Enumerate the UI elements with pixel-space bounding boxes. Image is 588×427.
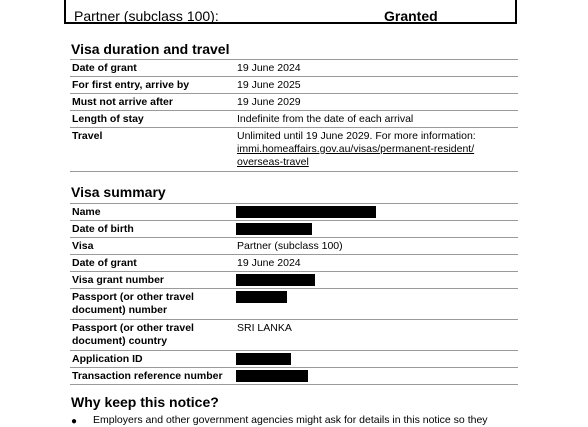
row-label: Date of grant bbox=[72, 62, 137, 74]
redaction-bar bbox=[236, 206, 376, 218]
visa-status-box bbox=[64, 0, 517, 24]
table-row bbox=[70, 254, 518, 271]
row-label: Date of grant bbox=[72, 257, 137, 269]
table-row bbox=[70, 127, 518, 172]
row-value: 19 June 2024 bbox=[237, 257, 301, 269]
table-row bbox=[70, 59, 518, 76]
row-value: 19 June 2024 bbox=[237, 62, 301, 74]
row-label: Length of stay bbox=[72, 113, 144, 125]
redaction-bar bbox=[236, 353, 291, 365]
travel-link-continued[interactable]: overseas-travel bbox=[237, 156, 309, 168]
row-label: Date of birth bbox=[72, 223, 134, 235]
row-value bbox=[237, 130, 517, 169]
section-heading-duration: Visa duration and travel bbox=[71, 41, 230, 57]
table-row bbox=[70, 203, 518, 220]
row-label bbox=[72, 322, 232, 348]
row-label: Name bbox=[72, 206, 101, 218]
table-row bbox=[70, 288, 518, 319]
status-label: Partner (subclass 100): bbox=[74, 8, 219, 24]
redaction-bar bbox=[236, 274, 315, 286]
travel-text: Unlimited until 19 June 2029. For more information: bbox=[237, 130, 476, 142]
row-value: Partner (subclass 100) bbox=[237, 240, 343, 252]
row-value: 19 June 2025 bbox=[237, 79, 301, 91]
table-row bbox=[70, 76, 518, 93]
redaction-bar bbox=[236, 291, 287, 303]
travel-link[interactable]: immi.homeaffairs.gov.au/visas/permanent-resident/ bbox=[237, 143, 475, 155]
row-label-line2: document) number bbox=[72, 304, 168, 316]
row-label: Visa grant number bbox=[72, 274, 164, 286]
duration-table bbox=[70, 59, 518, 172]
table-row bbox=[70, 110, 518, 127]
summary-table bbox=[70, 203, 518, 385]
row-label: For first entry, arrive by bbox=[72, 79, 190, 91]
row-label-line1: Passport (or other travel bbox=[72, 291, 194, 303]
table-row bbox=[70, 93, 518, 110]
section-heading-why: Why keep this notice? bbox=[71, 394, 219, 410]
section-heading-summary: Visa summary bbox=[71, 184, 166, 200]
table-row bbox=[70, 220, 518, 237]
row-value: SRI LANKA bbox=[237, 322, 292, 334]
row-label: Application ID bbox=[72, 353, 143, 365]
row-label: Travel bbox=[72, 130, 103, 142]
row-value: Indefinite from the date of each arrival bbox=[237, 113, 414, 125]
row-label: Visa bbox=[72, 240, 94, 252]
bullet-text: Employers and other government agencies might ask for details in this notice so they bbox=[93, 414, 488, 426]
row-label bbox=[72, 291, 232, 317]
redaction-bar bbox=[236, 223, 312, 235]
bullet-icon: ● bbox=[71, 416, 78, 427]
status-value: Granted bbox=[384, 8, 438, 24]
table-row bbox=[70, 237, 518, 254]
row-label: Transaction reference number bbox=[72, 370, 223, 382]
row-label-line1: Passport (or other travel bbox=[72, 322, 194, 334]
table-row bbox=[70, 319, 518, 350]
table-row bbox=[70, 271, 518, 288]
row-label-line2: document) country bbox=[72, 335, 168, 347]
table-row bbox=[70, 367, 518, 385]
row-value: 19 June 2029 bbox=[237, 96, 301, 108]
row-label: Must not arrive after bbox=[72, 96, 173, 108]
redaction-bar bbox=[236, 370, 308, 382]
table-row bbox=[70, 350, 518, 367]
